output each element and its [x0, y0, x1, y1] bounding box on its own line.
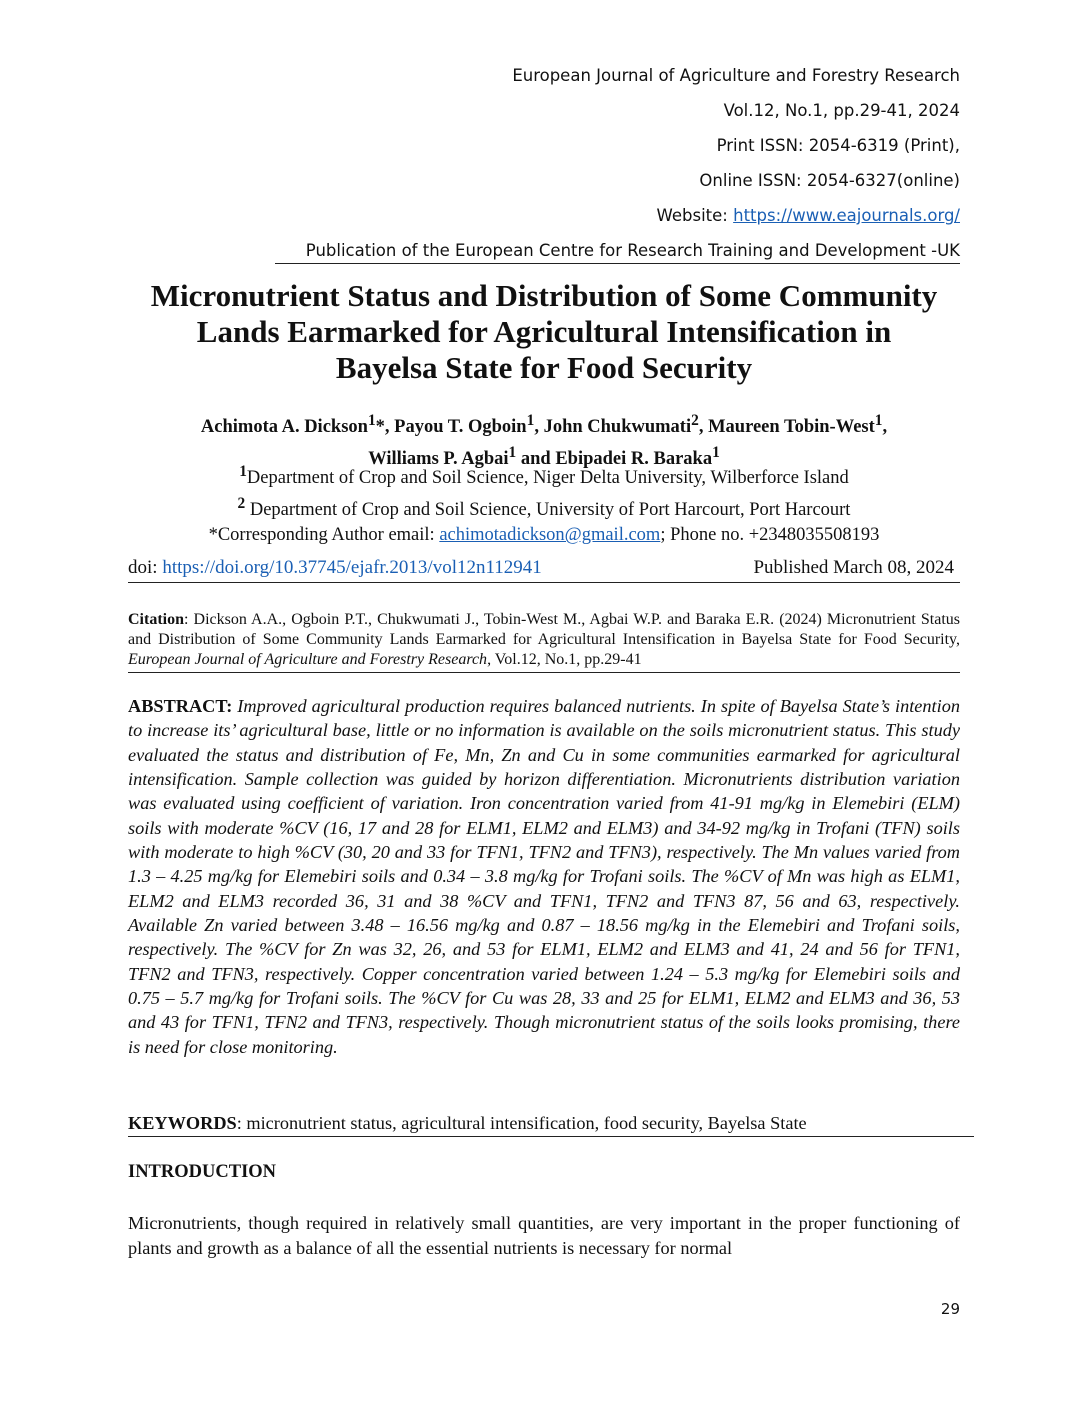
citation-text: : Dickson A.A., Ogboin P.T., Chukwumati J., Tobin-West M., Agbai W.P. and Baraka E.R. (2024) Micronutrient Status and Distribution of Some Community Lands Earmarked for Agricultural Intensification in Bayelsa State for Food Security, [128, 611, 960, 648]
author-name: Williams P. Agbai [368, 449, 509, 470]
doi-row [128, 556, 960, 583]
website-line [657, 206, 960, 226]
corresponding-email-link[interactable]: achimotadickson@gmail.com [439, 525, 661, 546]
affiliation-sup: 2 [237, 495, 246, 513]
author-sup: 1 [508, 444, 517, 462]
affiliation-text: Department of Crop and Soil Science, Niger Delta University, Wilberforce Island [246, 468, 849, 489]
author-separator: , [534, 417, 544, 438]
author-sup: 1 [874, 412, 883, 429]
corresponding-label: *Corresponding Author email: [208, 525, 440, 546]
author-sup: 1 [712, 444, 720, 462]
introduction-heading: INTRODUCTION [128, 1162, 277, 1182]
author-mark: *, [375, 417, 395, 438]
citation [128, 610, 960, 673]
volume-info: Vol.12, No.1, pp.29-41, 2024 [723, 101, 960, 120]
keywords-label: KEYWORDS [128, 1113, 237, 1133]
author-and: and [516, 449, 556, 470]
paper-title [110, 278, 978, 386]
author-name: Maureen Tobin-West [708, 417, 875, 438]
journal-name: European Journal of Agriculture and Forestry Research [512, 66, 960, 85]
website-label: Website: [656, 206, 734, 225]
title-line-3: Bayelsa State for Food Security [335, 350, 753, 385]
author-sup: 1 [367, 412, 376, 429]
author-name: John Chukwumati [543, 417, 692, 438]
publisher-line: Publication of the European Centre for Research Training and Development -UK [275, 241, 960, 264]
affiliation-1 [110, 459, 978, 491]
abstract [128, 694, 960, 1059]
corresponding-author [110, 523, 978, 548]
citation-tail: , Vol.12, No.1, pp.29-41 [487, 651, 642, 668]
corresponding-phone: ; Phone no. +2348035508193 [660, 525, 880, 546]
introduction-text: Micronutrients, though required in relatively small quantities, are very important in the proper functioning of plants and growth as a balance of all the essential nutrients is necessary for normal [128, 1213, 960, 1258]
abstract-text: Improved agricultural production requires balanced nutrients. In spite of Bayelsa State’s intention to increase its’ agricultural base, little or no information is available on the soils micronutrient status. This study evaluated the status and distribution of Fe, Mn, Zn and Cu in some communities earmarked for agricultural intensification. Sample collection was guided by horizon differentiation. Micronutrients distribution variation was evaluated using coefficient of variation. Iron concentration varied from 41-91 mg/kg in Elemebiri (ELM) soils with moderate %CV (16, 17 and 28 for ELM1, ELM2 and ELM3) and 34-92 mg/kg in Trofani (TFN) soils with moderate to high %CV (30, 20 and 33 for TFN1, TFN2 and TFN3), respectively. The Mn values varied from 1.3 – 4.25 mg/kg for Elemebiri soils and 0.34 – 3.8 mg/kg for Trofani soils. The %CV of Mn was high as ELM1, ELM2 and ELM3 recorded 36, 31 and 38 %CV and TFN1, TFN2 and TFN3 87, 56 and 63, respectively. Available Zn varied between 3.48 – 16.56 mg/kg and 0.87 – 18.56 mg/kg in the Elemebiri and Trofani soils, respectively. The %CV for Zn was 32, 26, and 53 for ELM1, ELM2 and ELM3 and 41, 24 and 56 for TFN1, TFN2 and TFN3, respectively. Copper concentration varied between 1.24 – 5.3 mg/kg for Elemebiri soils and 0.75 – 5.7 mg/kg for Trofani soils. The %CV for Cu was 28, 33 and 25 for ELM1, ELM2 and ELM3 and 36, 53 and 43 for TFN1, TFN2 and TFN3, respectively. Though micronutrient status of the soils looks promising, there is need for close monitoring. [128, 696, 960, 1057]
author-sup: 1 [526, 412, 535, 429]
website-link[interactable]: https://www.eajournals.org/ [733, 206, 960, 225]
page-number: 29 [940, 1300, 960, 1318]
author-sup: 2 [691, 412, 699, 429]
doi-label: doi: [128, 557, 163, 578]
affiliation-2 [110, 491, 978, 523]
affiliation-sup: 1 [239, 463, 247, 480]
title-line-1: Micronutrient Status and Distribution of Some Community [150, 278, 938, 313]
doi-link[interactable]: https://doi.org/10.37745/ejafr.2013/vol12n112941 [162, 557, 542, 578]
abstract-label: ABSTRACT: [128, 696, 233, 716]
keywords-text: : micronutrient status, agricultural intensification, food security, Bayelsa State [236, 1113, 807, 1133]
published-date: Published March 08, 2024 [753, 557, 954, 578]
affiliation-text: Department of Crop and Soil Science, University of Port Harcourt, Port Harcourt [245, 500, 851, 521]
online-issn: Online ISSN: 2054-6327(online) [699, 171, 960, 190]
keywords [128, 1111, 974, 1137]
author-separator: , [882, 417, 888, 438]
citation-journal: European Journal of Agriculture and Forestry Research [128, 651, 488, 668]
author-separator: , [698, 417, 709, 438]
print-issn: Print ISSN: 2054-6319 (Print), [716, 136, 960, 155]
author-name: Payou T. Ogboin [394, 417, 527, 438]
affiliations [110, 459, 978, 548]
citation-label: Citation [128, 611, 184, 628]
title-line-2: Lands Earmarked for Agricultural Intensification in [196, 314, 892, 349]
author-name: Achimota A. Dickson [200, 417, 368, 438]
author-name: Ebipadei R. Baraka [555, 449, 713, 470]
